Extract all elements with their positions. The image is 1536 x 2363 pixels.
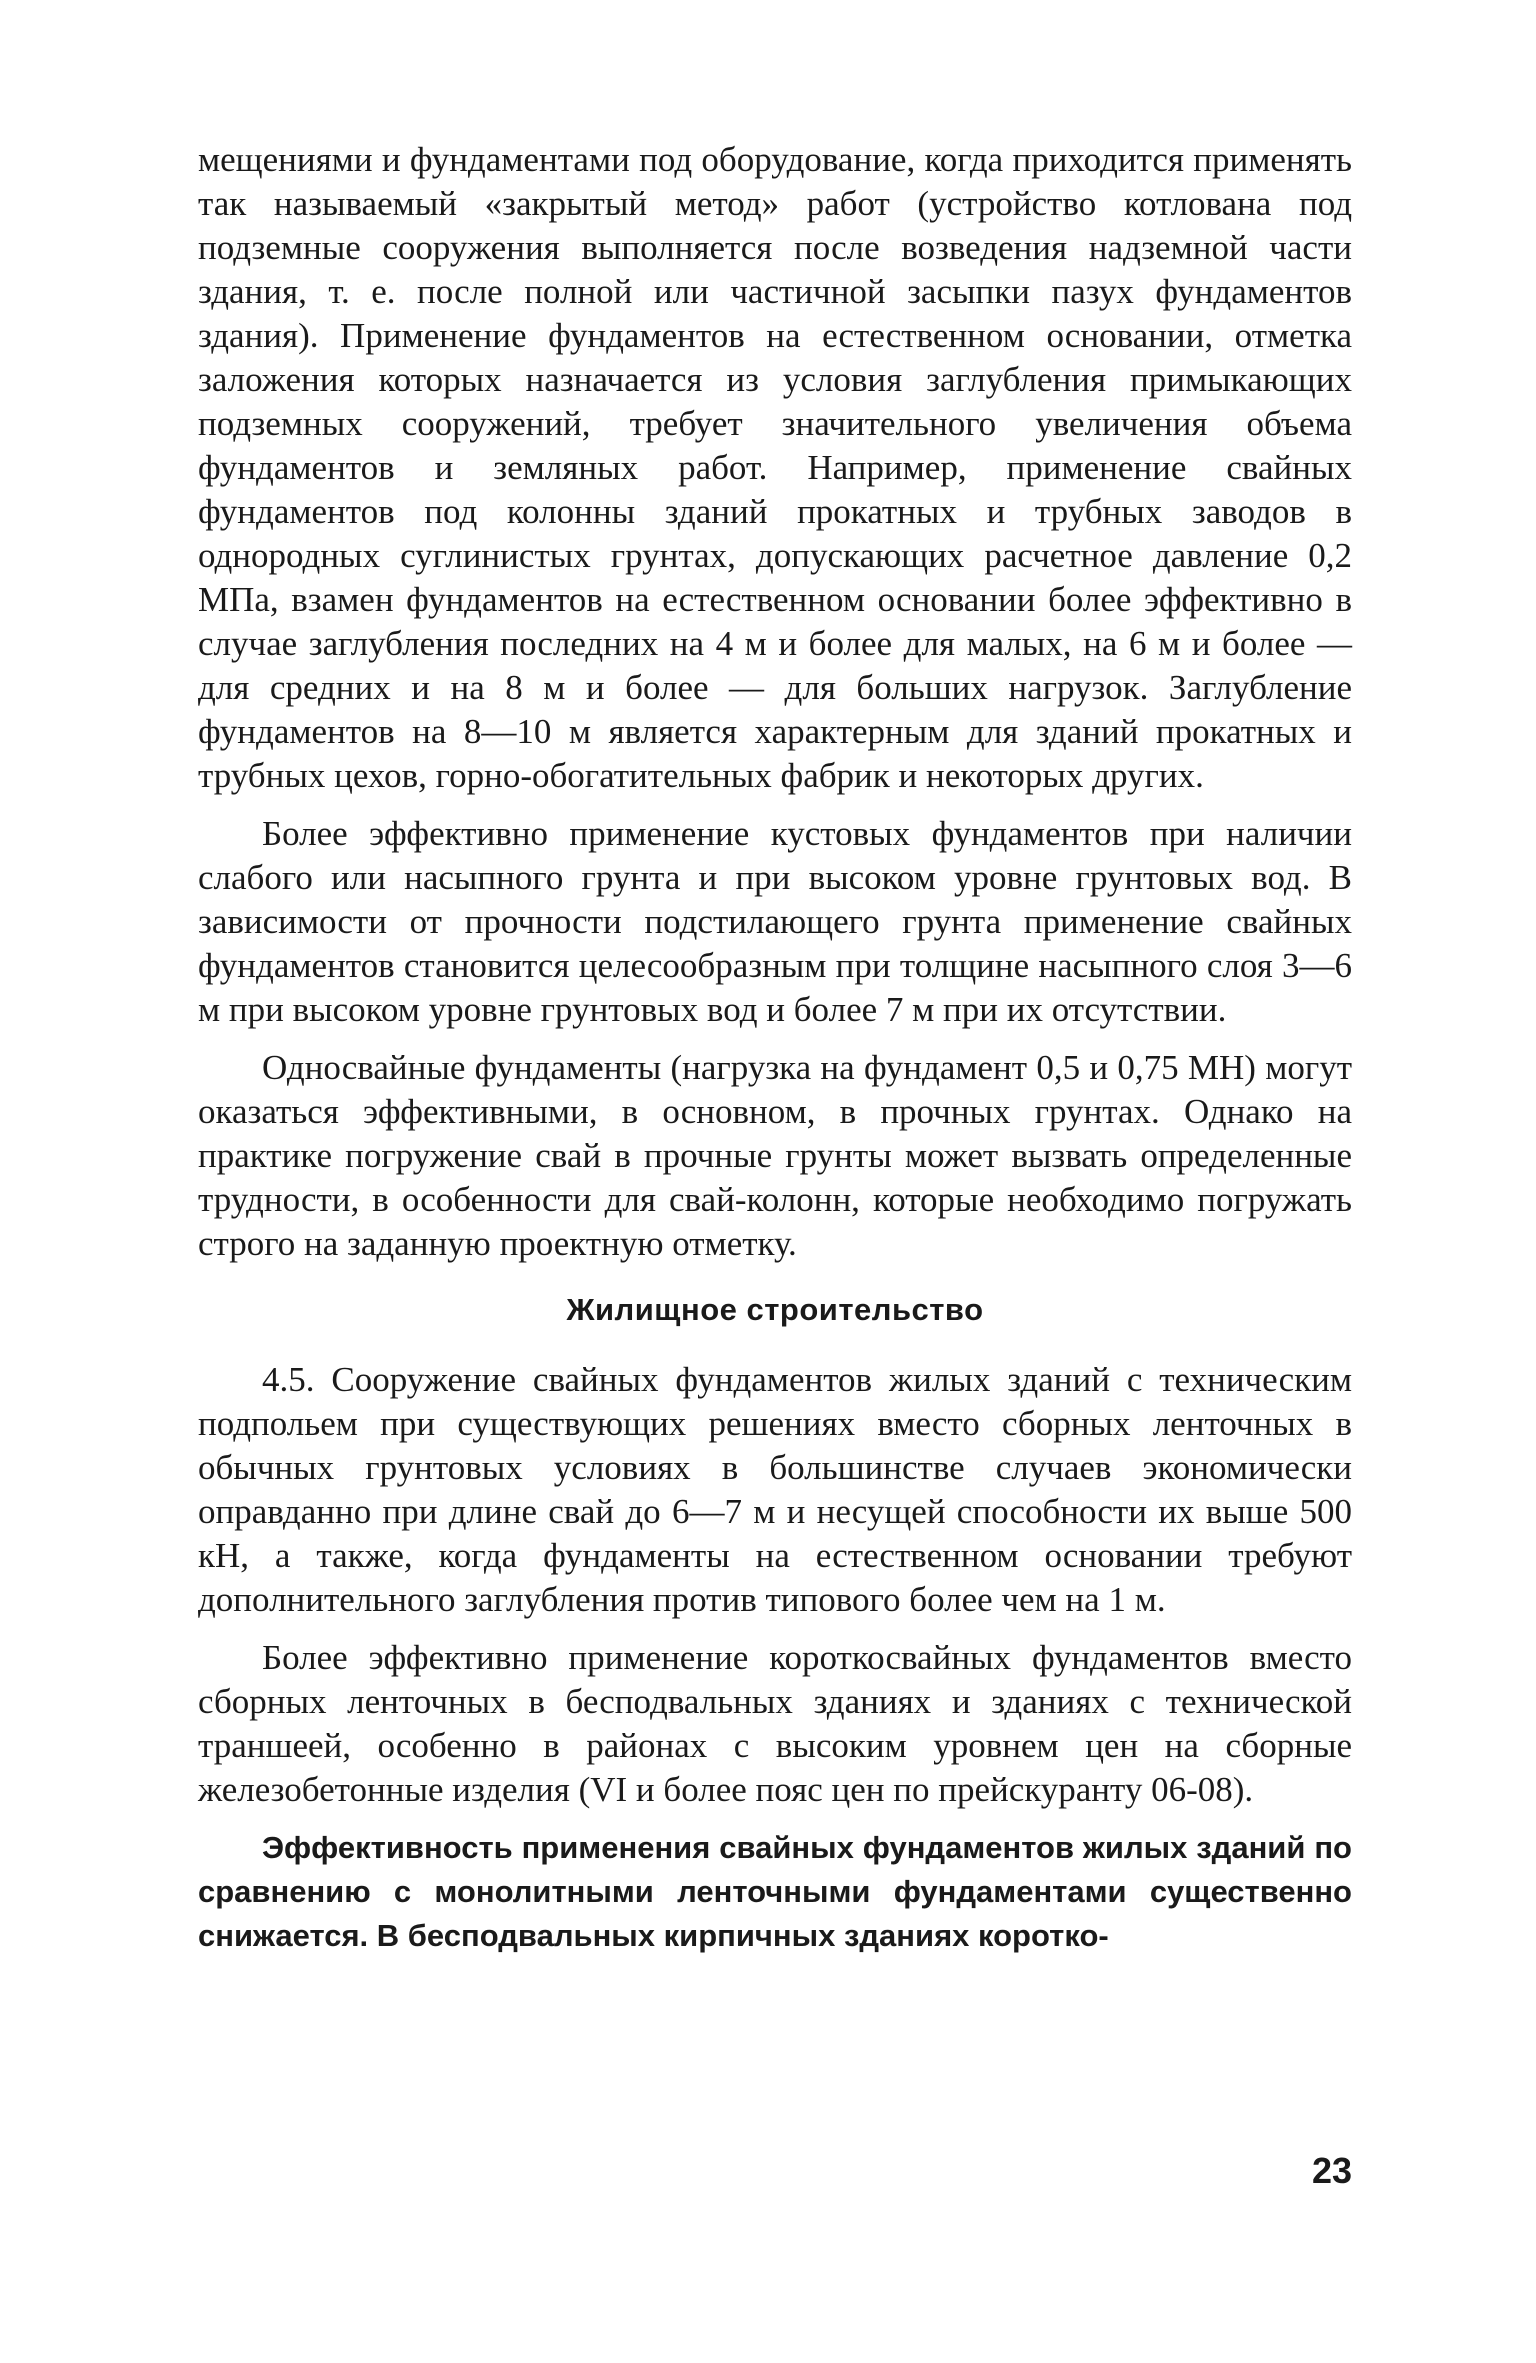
page-number: 23: [1311, 2150, 1352, 2191]
paragraph-single-pile: Односвайные фундаменты (нагрузка на фундамент 0,5 и 0,75 МН) могут оказаться эффективными, в основном, в прочных грунтах. Однако на практике погружение свай в прочные грунты может вызвать определенные трудности, в особенности для свай-колонн, которые необходимо погружать строго на заданную проектную отметку.: [198, 1048, 1352, 1263]
paragraph-bold-efficiency: Эффективность применения свайных фундаментов жилых зданий по сравнению с монолитными ленточными фундаментами существенно снижается. В бесподвальных кирпичных зданиях коротко-: [198, 1830, 1352, 1953]
paragraph-bush-foundations: Более эффективно применение кустовых фундаментов при наличии слабого или насыпного грунта и при высоком уровне грунтовых вод. В зависимости от прочности подстилающего грунта применение свайных фундаментов становится целесообразным при толщине насыпного слоя 3—6 м при высоком уровне грунтовых вод и более 7 м при их отсутствии.: [198, 814, 1352, 1029]
section-heading: Жилищное строительство: [566, 1292, 984, 1327]
page-body: [198, 138, 1352, 1958]
paragraph-gap: [198, 1812, 1352, 1826]
paragraph-4-5: 4.5. Сооружение свайных фундаментов жилых зданий с техническим подпольем при существующих решениях вместо сборных ленточных в обычных грунтовых условиях в большинстве случаев экономически оправданно при длине свай до 6—7 м и несущей способности их выше 500 кН, а также, когда фундаменты на естественном основании требуют дополнительного заглубления против типового более чем на 1 м.: [198, 1360, 1352, 1619]
paragraph-continuation: мещениями и фундаментами под оборудование, когда приходится применять так называемый «закрытый метод» работ (устройство котлована под подземные сооружения выполняется после возведения надземной части здания, т. е. после полной или частичной засыпки пазух фундаментов здания). Применение фундаментов на естественном основании, отметка заложения которых назначается из условия заглубления примыкающих подземных сооружений, требует значительного увеличения объема фундаментов и земляных работ. Например, применение свайных фундаментов под колонны зданий прокатных и трубных заводов в однородных суглинистых грунтах, допускающих расчетное давление 0,2 МПа, взамен фундаментов на естественном основании более эффективно в случае заглубления последних на 4 м и более для малых, на 6 м и более — для средних и на 8 м и более — для больших нагрузок. Заглубление фундаментов на 8—10 м является характерным для зданий прокатных и трубных цехов, горно-обогатительных фабрик и некоторых других.: [198, 140, 1352, 795]
paragraph-short-piles: Более эффективно применение короткосвайных фундаментов вместо сборных ленточных в бесподвальных зданиях и зданиях с технической траншеей, особенно в районах с высоким уровнем цен на сборные железобетонные изделия (VI и более пояс цен по прейскуранту 06-08).: [198, 1638, 1352, 1809]
paragraph-gap: [198, 1622, 1352, 1636]
paragraph-gap: [198, 1032, 1352, 1046]
paragraph-gap: [198, 798, 1352, 812]
